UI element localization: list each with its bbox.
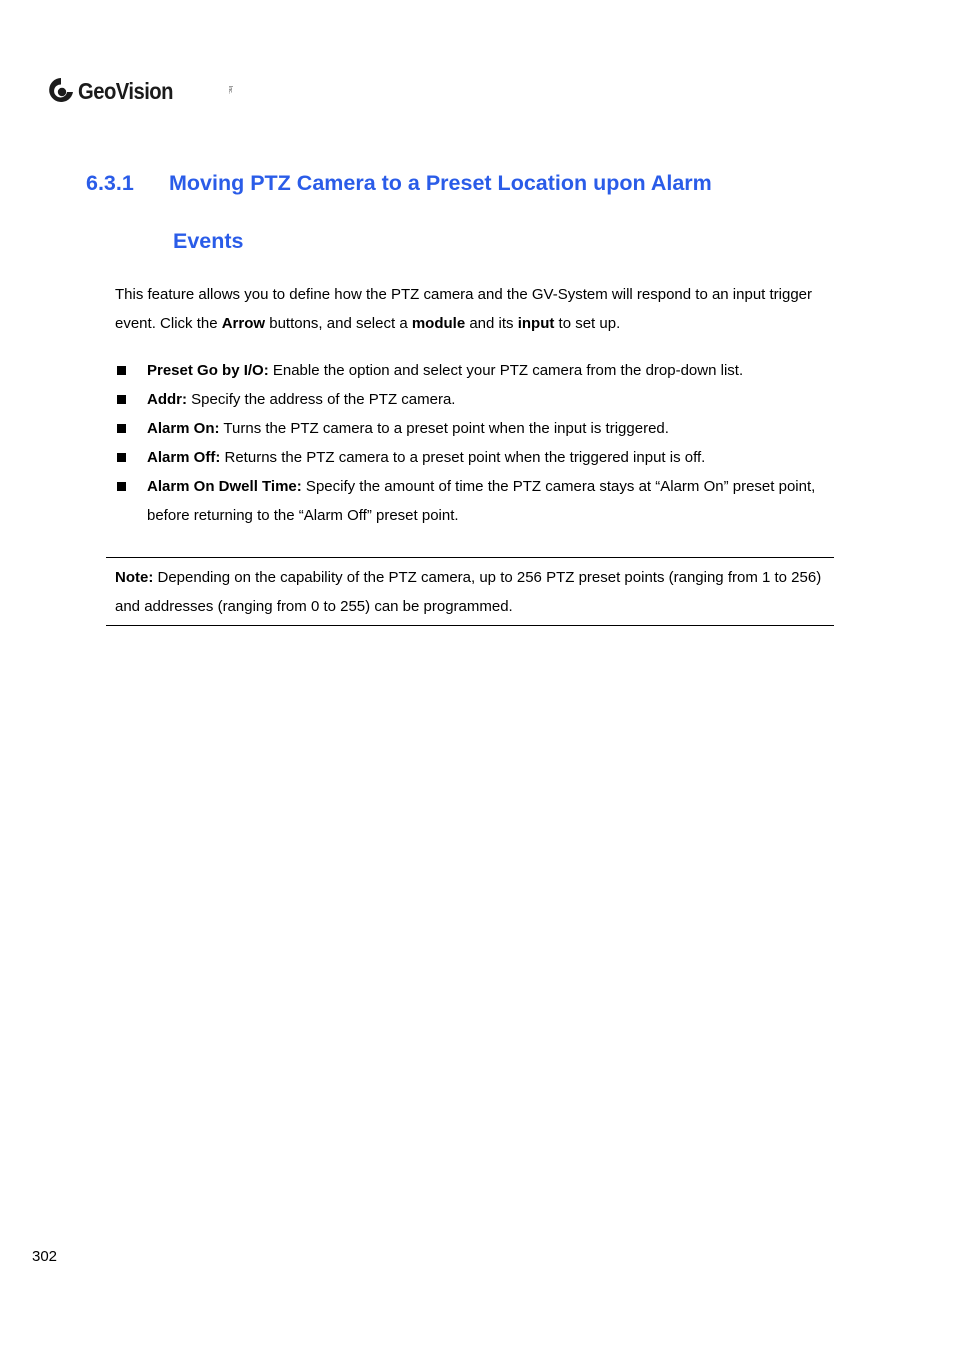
item-label: Alarm Off: xyxy=(147,449,221,466)
section-heading xyxy=(86,171,712,196)
intro-text: buttons, and select a xyxy=(265,315,412,332)
bullet-square-icon xyxy=(117,424,126,433)
item-label: Preset Go by I/O: xyxy=(147,362,269,379)
bullet-square-icon xyxy=(117,482,126,491)
section-title-line2: Events xyxy=(173,229,244,253)
intro-text: and its xyxy=(465,315,518,332)
item-label: Alarm On Dwell Time: xyxy=(147,478,302,495)
item-label: Alarm On: xyxy=(147,420,220,437)
list-item xyxy=(115,472,835,530)
section-title-line1: Moving PTZ Camera to a Preset Location upon Alarm xyxy=(169,171,712,195)
bullet-square-icon xyxy=(117,366,126,375)
intro-bold-module: module xyxy=(411,315,466,332)
geovision-logo xyxy=(47,74,233,108)
note-label: Note: xyxy=(115,569,154,586)
intro-bold-input: input xyxy=(517,315,555,332)
feature-list xyxy=(115,356,835,530)
item-label: Addr: xyxy=(147,391,187,408)
intro-bold-arrow: Arrow xyxy=(221,315,266,332)
intro-text: to set up. xyxy=(554,315,621,332)
intro-paragraph xyxy=(115,280,835,338)
page-number: 302 xyxy=(32,1248,58,1265)
item-text: Turns the PTZ camera to a preset point when the input is triggered. xyxy=(219,420,669,437)
item-text: Specify the address of the PTZ camera. xyxy=(187,391,456,408)
item-text: Enable the option and select your PTZ camera from the drop-down list. xyxy=(268,362,744,379)
list-item xyxy=(115,414,835,443)
list-item xyxy=(115,385,835,414)
list-item xyxy=(115,356,835,385)
bullet-square-icon xyxy=(117,453,126,462)
note-text: Depending on the capability of the PTZ camera, up to 256 PTZ preset points (ranging from 1 to 256) and addresses (ranging from 0 to 255) can be programmed. xyxy=(115,569,822,615)
geovision-logo-icon xyxy=(47,76,75,106)
item-text: Specify the amount of time the PTZ camera stays at “Alarm On” preset point, before returning to the “Alarm Off” preset point. xyxy=(147,478,816,524)
logo-trademark: Inc. xyxy=(227,86,233,95)
section-number: 6.3.1 xyxy=(86,171,134,195)
bullet-square-icon xyxy=(117,395,126,404)
item-text: Returns the PTZ camera to a preset point when the triggered input is off. xyxy=(220,449,706,466)
logo-wordmark: GeoVision xyxy=(78,77,173,104)
intro-text: This feature allows you to define how the PTZ camera and the GV-System will respond to an input trigger event. Click the xyxy=(115,286,813,332)
list-item xyxy=(115,443,835,472)
note-box xyxy=(106,557,834,626)
